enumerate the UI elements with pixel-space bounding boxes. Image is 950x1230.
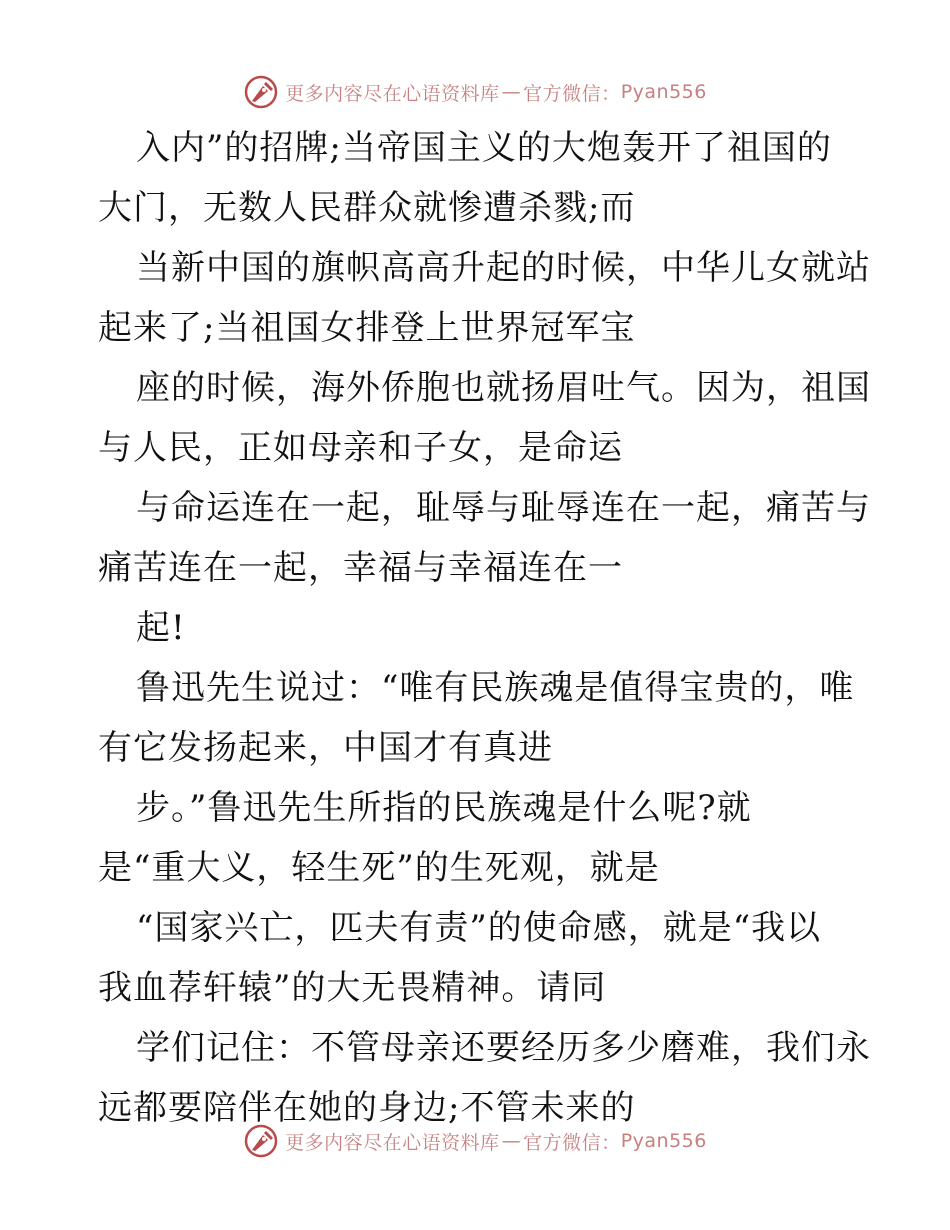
text-line-5: 座的时候，海外侨胞也就扬眉吐气。因为，祖国 (136, 368, 871, 408)
text-line-2: 大门，无数人民群众就惨遭杀戮;而 (98, 188, 636, 228)
text-line-4: 起来了;当祖国女排登上世界冠军宝 (98, 308, 636, 348)
text-line-3: 当新中国的旗帜高高升起的时候，中华儿女就站 (136, 248, 871, 288)
text-line-10: 鲁迅先生说过：“唯有民族魂是值得宝贵的，唯 (136, 668, 855, 708)
pen-nib-logo-icon (243, 1123, 279, 1159)
text-line-17: 远都要陪伴在她的身边;不管未来的 (98, 1088, 636, 1128)
watermark-text: 更多内容尽在心语资料库 (285, 82, 500, 105)
watermark-separator: — (501, 1130, 522, 1152)
text-line-12: 步。”鲁迅先生所指的民族魂是什么呢?就 (136, 788, 752, 828)
text-line-1: 入内”的招牌;当帝国主义的大炮轰开了祖国的 (136, 128, 832, 168)
watermark-official: 官方微信： (523, 1131, 621, 1154)
text-line-7: 与命运连在一起，耻辱与耻辱连在一起，痛苦与 (136, 488, 871, 528)
footer-watermark (0, 1121, 950, 1161)
text-line-13: 是“重大义，轻生死”的生死观，就是 (98, 848, 660, 888)
text-line-11: 有它发扬起来，中国才有真进 (98, 728, 553, 768)
text-line-9: 起! (136, 608, 186, 648)
watermark-id: Pyan556 (620, 1130, 707, 1152)
header-watermark (0, 72, 950, 112)
watermark-text: 更多内容尽在心语资料库 (285, 1131, 500, 1154)
text-line-6: 与人民，正如母亲和子女，是命运 (98, 428, 623, 468)
text-line-14: “国家兴亡，匹夫有责”的使命感，就是“我以 (136, 908, 822, 948)
text-line-15: 我血荐轩辕”的大无畏精神。请同 (98, 968, 607, 1008)
watermark-id: Pyan556 (620, 81, 707, 103)
text-line-8: 痛苦连在一起，幸福与幸福连在一 (98, 548, 623, 588)
pen-nib-logo-icon (243, 74, 279, 110)
document-body (98, 118, 871, 1138)
watermark-separator: — (501, 81, 522, 103)
text-line-16: 学们记住：不管母亲还要经历多少磨难，我们永 (136, 1028, 871, 1068)
watermark-official: 官方微信： (523, 82, 621, 105)
